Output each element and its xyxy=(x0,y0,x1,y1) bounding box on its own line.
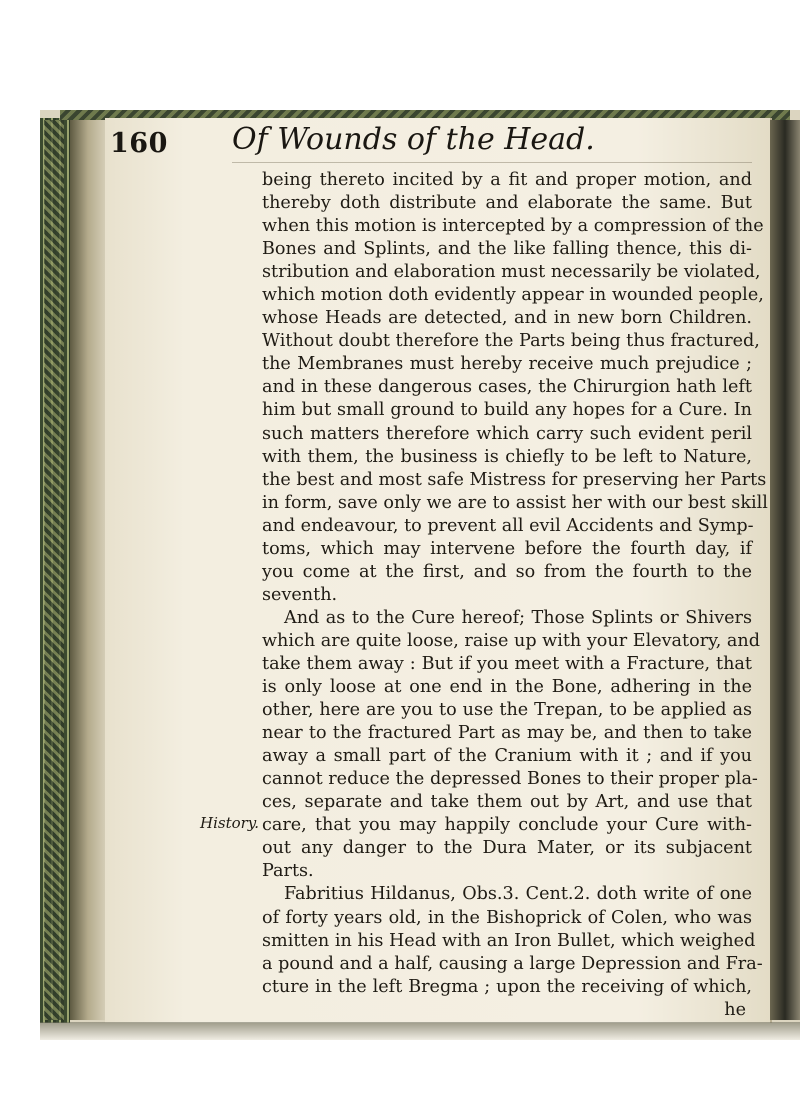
text-line: such matters therefore which carry such evident peril xyxy=(262,423,752,444)
text-line: cannot reduce the depressed Bones to their proper pla- xyxy=(262,769,758,790)
text-line: and in these dangerous cases, the Chirurgion hath left xyxy=(262,377,752,398)
text-line: a pound and a half, causing a large Depression and Fra- xyxy=(262,953,763,974)
text-line: Bones and Splints, and the like falling thence, this di- xyxy=(262,239,752,260)
text-line: Without doubt therefore the Parts being thus fractured, xyxy=(262,331,760,352)
body-text xyxy=(262,169,768,1022)
text-line: being thereto incited by a fit and proper motion, and xyxy=(262,170,752,190)
text-line: Fabritius Hildanus, Obs.3. Cent.2. doth write of one xyxy=(284,884,752,905)
text-line: seventh. xyxy=(262,584,338,605)
text-line: ces, separate and take them out by Art, and use that xyxy=(262,792,752,813)
text-line: and endeavour, to prevent all evil Accidents and Symp- xyxy=(262,515,754,536)
text-line: toms, which may intervene before the fourth day, if xyxy=(262,538,752,559)
page-number: 160 xyxy=(110,128,168,159)
text-line: whose Heads are detected, and in new born Children. xyxy=(262,308,752,329)
text-line: of forty years old, in the Bishoprick of Colen, who was xyxy=(262,907,752,928)
text-line: you come at the first, and so from the fourth to the xyxy=(262,561,752,582)
running-head-rule xyxy=(232,162,752,163)
book-spine-pattern xyxy=(44,120,64,1020)
text-line: And as to the Cure hereof; Those Splints or Shivers xyxy=(284,607,752,628)
margin-note: History. xyxy=(200,814,260,832)
running-head: Of Wounds of the Head. xyxy=(232,122,595,157)
text-line: he xyxy=(724,999,746,1020)
text-line: in form, save only we are to assist her with our best skill xyxy=(262,492,768,513)
text-line: care, that you may happily conclude your Cure with- xyxy=(262,815,752,836)
text-line: out any danger to the Dura Mater, or its subjacent xyxy=(262,838,752,859)
text-line: stribution and elaboration must necessarily be violated, xyxy=(262,262,761,283)
text-line: with them, the business is chiefly to be left to Nature, xyxy=(262,446,752,467)
text-line: when this motion is intercepted by a compression of the xyxy=(262,216,764,237)
text-line: the best and most safe Mistress for preserving her Parts xyxy=(262,469,767,490)
text-line: away a small part of the Cranium with it ; and if you xyxy=(262,746,752,767)
page-fore-edge xyxy=(770,120,800,1020)
text-line: him but small ground to build any hopes for a Cure. In xyxy=(262,400,752,421)
text-line: is only loose at one end in the Bone, adhering in the xyxy=(262,677,752,698)
text-line: other, here are you to use the Trepan, to be applied as xyxy=(262,700,752,721)
text-line: near to the fractured Part as may be, and then to take xyxy=(262,723,752,744)
text-line: cture in the left Bregma ; upon the receiving of which, xyxy=(262,976,752,997)
text-line: Parts. xyxy=(262,861,314,882)
book-bottom-shadow xyxy=(40,1022,800,1040)
text-line: take them away : But if you meet with a Fracture, that xyxy=(262,653,752,674)
text-line: thereby doth distribute and elaborate the same. But xyxy=(262,193,752,214)
text-line: which motion doth evidently appear in wounded people, xyxy=(262,285,764,306)
text-line: which are quite loose, raise up with your Elevatory, and xyxy=(262,630,760,651)
text-line: smitten in his Head with an Iron Bullet, which weighed xyxy=(262,930,756,951)
text-line: the Membranes must hereby receive much prejudice ; xyxy=(262,354,752,375)
